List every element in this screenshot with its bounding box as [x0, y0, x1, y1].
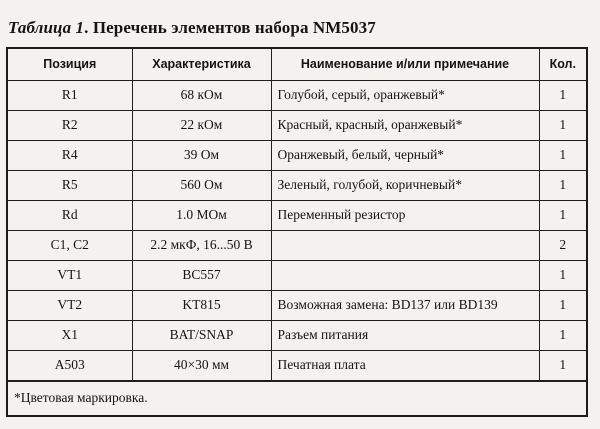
cell-quantity: 1	[539, 320, 586, 350]
table-row	[8, 170, 586, 200]
cell-characteristic: BC557	[132, 260, 271, 290]
cell-name-note: Голубой, серый, оранжевый*	[271, 80, 539, 110]
cell-quantity: 1	[539, 350, 586, 380]
cell-quantity: 1	[539, 260, 586, 290]
table-body	[8, 80, 586, 380]
table-title-text: . Перечень элементов набора NM5037	[84, 18, 376, 37]
cell-quantity: 1	[539, 290, 586, 320]
cell-quantity: 1	[539, 110, 586, 140]
cell-characteristic: 68 кОм	[132, 80, 271, 110]
header-characteristic: Характеристика	[132, 49, 271, 80]
cell-name-note: Оранжевый, белый, черный*	[271, 140, 539, 170]
cell-name-note: Зеленый, голубой, коричневый*	[271, 170, 539, 200]
cell-position: VT2	[8, 290, 132, 320]
cell-name-note: Переменный резистор	[271, 200, 539, 230]
table-title	[8, 18, 376, 38]
cell-name-note	[271, 260, 539, 290]
cell-quantity: 1	[539, 200, 586, 230]
table-row	[8, 200, 586, 230]
table-caption: Таблица 1	[8, 18, 85, 37]
table-row	[8, 260, 586, 290]
table-row	[8, 80, 586, 110]
cell-position: VT1	[8, 260, 132, 290]
cell-characteristic: BAT/SNAP	[132, 320, 271, 350]
header-position: Позиция	[8, 49, 132, 80]
cell-quantity: 2	[539, 230, 586, 260]
cell-position: X1	[8, 320, 132, 350]
header-row	[8, 49, 586, 80]
cell-name-note: Печатная плата	[271, 350, 539, 380]
cell-quantity: 1	[539, 140, 586, 170]
header-name-note: Наименование и/или примечание	[271, 49, 539, 80]
cell-name-note: Разъем питания	[271, 320, 539, 350]
cell-quantity: 1	[539, 170, 586, 200]
cell-position: R2	[8, 110, 132, 140]
cell-characteristic: 39 Ом	[132, 140, 271, 170]
cell-characteristic: 1.0 МОм	[132, 200, 271, 230]
table-row	[8, 290, 586, 320]
cell-quantity: 1	[539, 80, 586, 110]
table-row	[8, 320, 586, 350]
cell-name-note: Возможная замена: BD137 или BD139	[271, 290, 539, 320]
cell-characteristic: 40×30 мм	[132, 350, 271, 380]
table-row	[8, 110, 586, 140]
cell-position: R5	[8, 170, 132, 200]
cell-characteristic: 2.2 мкФ, 16...50 В	[132, 230, 271, 260]
cell-position: A503	[8, 350, 132, 380]
cell-name-note: Красный, красный, оранжевый*	[271, 110, 539, 140]
cell-name-note	[271, 230, 539, 260]
cell-characteristic: KT815	[132, 290, 271, 320]
cell-characteristic: 22 кОм	[132, 110, 271, 140]
cell-position: R4	[8, 140, 132, 170]
parts-table	[8, 49, 586, 381]
cell-position: Rd	[8, 200, 132, 230]
footnote: *Цветовая маркировка.	[8, 381, 586, 413]
header-quantity: Кол.	[539, 49, 586, 80]
cell-position: R1	[8, 80, 132, 110]
table-row	[8, 230, 586, 260]
parts-table-frame	[6, 47, 588, 417]
table-row	[8, 350, 586, 380]
cell-position: C1, C2	[8, 230, 132, 260]
table-row	[8, 140, 586, 170]
cell-characteristic: 560 Ом	[132, 170, 271, 200]
